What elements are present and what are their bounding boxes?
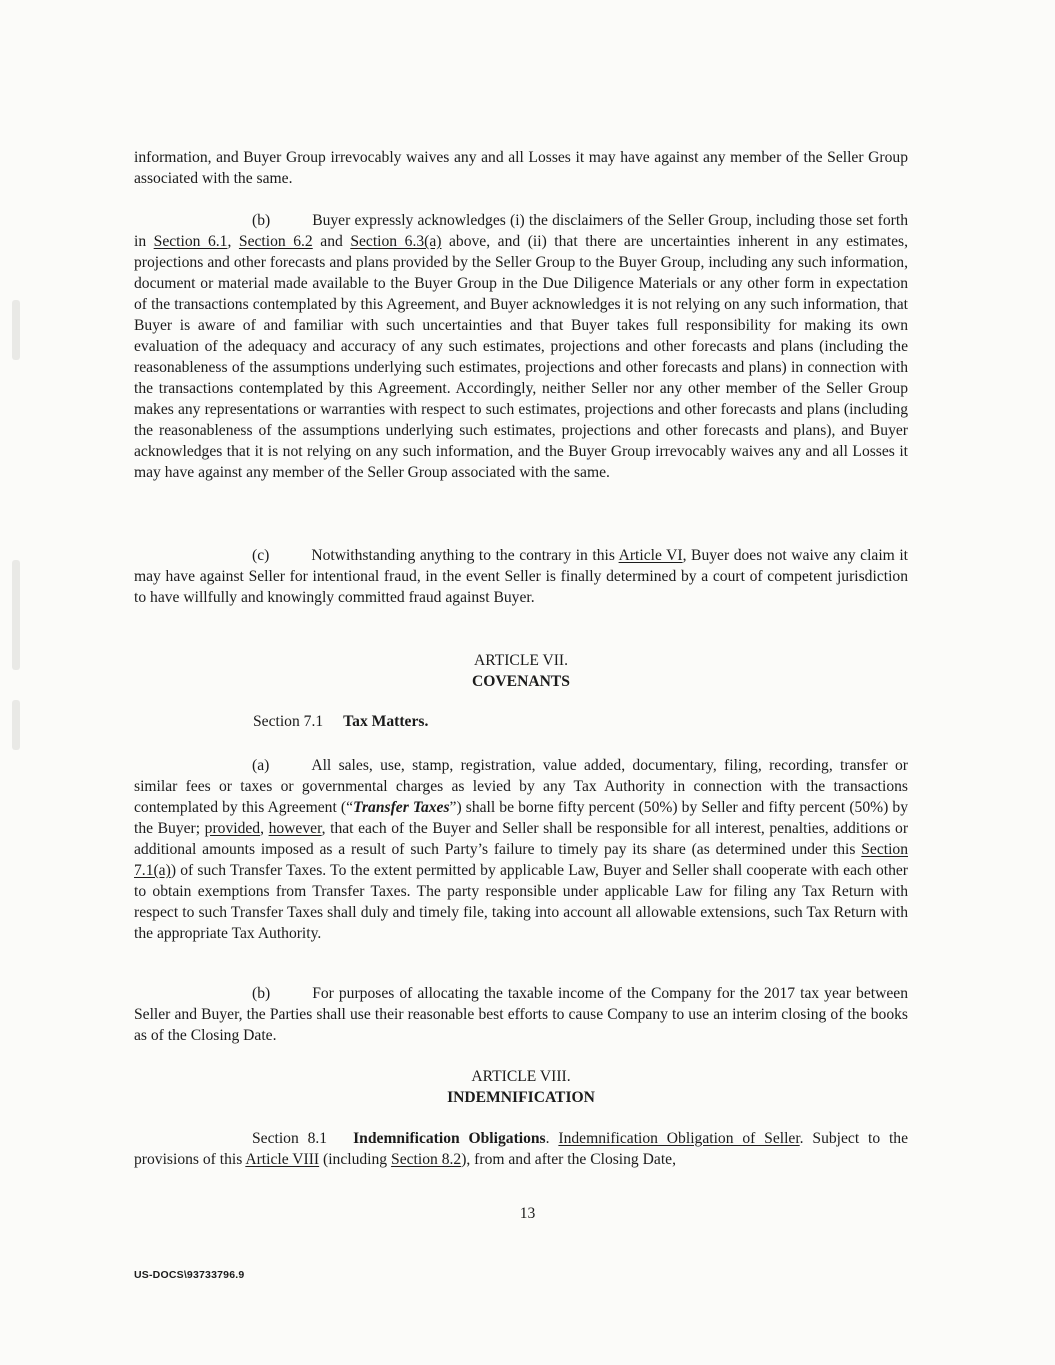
article-heading bbox=[134, 1066, 908, 1108]
scan-artifact bbox=[12, 560, 20, 670]
paragraph-c bbox=[134, 545, 908, 608]
paragraph-text: For purposes of allocating the taxable income of the Company for the 2017 tax year between Seller and Buyer, the Parties shall use their reasonable best efforts to cause Company to use an interim closing of the books as of the Closing Date. bbox=[134, 985, 908, 1044]
emphasis-term: however bbox=[268, 820, 322, 837]
paragraph-text: ) of such Transfer Taxes. To the extent permitted by applicable Law, Buyer and Seller shall cooperate with each other to obtain exemptions from Transfer Taxes. The party responsible under applicable Law for filing any Tax Return with respect to such Transfer Taxes shall duly and timely file, taking into account all allowable extensions, such Tax Return with the appropriate Tax Authority. bbox=[134, 862, 908, 942]
paragraph-8-1 bbox=[134, 1128, 908, 1170]
paragraph-text: , bbox=[227, 233, 239, 250]
cross-reference-link[interactable]: Section 7.1(a) bbox=[134, 841, 908, 879]
paragraph-text: . bbox=[545, 1130, 559, 1147]
cross-reference-link[interactable]: Section 6.3(a) bbox=[350, 233, 442, 250]
cross-reference-link[interactable]: Article VI bbox=[618, 547, 683, 564]
cross-reference-link[interactable]: Section 6.2 bbox=[238, 233, 313, 250]
section-number: Section 7.1 bbox=[253, 713, 324, 730]
paragraph-text: and bbox=[312, 233, 351, 250]
article-number: ARTICLE VIII. bbox=[471, 1068, 571, 1085]
paragraph-text: ”) shall be borne fifty percent (50%) by Seller and fifty percent (50%) by the Buyer; bbox=[134, 799, 909, 837]
paragraph-text: Buyer expressly acknowledges (i) the disclaimers of the Seller Group, including those set forth in bbox=[134, 212, 908, 250]
cross-reference-link[interactable]: Article VIII bbox=[245, 1151, 320, 1168]
paragraph-b bbox=[134, 210, 908, 483]
paragraph-intro bbox=[134, 147, 908, 189]
document-id: US-DOCS\93733796.9 bbox=[134, 1269, 245, 1281]
page-number: 13 bbox=[519, 1205, 536, 1222]
paragraph-text: (including bbox=[319, 1151, 392, 1168]
section-title: Indemnification Obligations bbox=[353, 1130, 546, 1147]
section-heading bbox=[253, 711, 428, 732]
article-title: COVENANTS bbox=[472, 673, 570, 690]
paragraph-text: Notwithstanding anything to the contrary in this bbox=[311, 547, 619, 564]
paragraph-text: , bbox=[260, 820, 269, 837]
article-title: INDEMNIFICATION bbox=[447, 1089, 595, 1106]
paragraph-text: information, and Buyer Group irrevocably waives any and all Losses it may have against any member of the Seller Group associated with the same. bbox=[134, 149, 908, 187]
paragraph-text: All sales, use, stamp, registration, value added, documentary, filing, recording, transfer or similar fees or taxes or governmental charges as levied by any Tax Authority in connection with the transactions contemplated by this Agreement (“ bbox=[134, 757, 908, 816]
paragraph-text: . Subject to the provisions of this bbox=[134, 1130, 909, 1168]
paragraph-text: , that each of the Buyer and Seller shall be responsible for all interest, penalties, additions or additional amounts imposed as a result of such Party’s failure to timely pay its share (as determined under this bbox=[134, 820, 909, 858]
scan-artifact bbox=[12, 700, 20, 750]
section-title: Tax Matters. bbox=[343, 713, 429, 730]
cross-reference-link[interactable]: Section 8.2 bbox=[391, 1151, 462, 1168]
scan-artifact bbox=[12, 300, 20, 360]
paragraph-label: (a) bbox=[252, 757, 270, 774]
subsection-title: Indemnification Obligation of Seller bbox=[558, 1130, 800, 1147]
paragraph-7-1-b bbox=[134, 983, 908, 1046]
section-number: Section 8.1 bbox=[252, 1130, 328, 1147]
emphasis-term: provided bbox=[204, 820, 261, 837]
paragraph-label: (c) bbox=[252, 547, 270, 564]
article-heading bbox=[134, 650, 908, 692]
paragraph-7-1-a bbox=[134, 755, 908, 944]
paragraph-text: , Buyer does not waive any claim it may have against Seller for intentional fraud, in the event Seller is finally determined by a court of competent jurisdiction to have willfully and knowingly committed fraud against Buyer. bbox=[134, 547, 908, 606]
paragraph-label: (b) bbox=[252, 212, 271, 229]
paragraph-text: above, and (ii) that there are uncertainties inherent in any estimates, projections and other forecasts and plans provided by the Seller Group to the Buyer Group, including any such information, document or material made available to the Buyer Group in the Due Diligence Materials or any other form in expectation of the transactions contemplated by this Agreement, and Buyer acknowledges it is not relying on any such information, that Buyer is aware of and familiar with such uncertainties and that Buyer takes full responsibility for making its own evaluation of the adequacy and accuracy of any such estimates, projections and other forecasts and plans (including the reasonableness of the assumptions underlying such estimates, projections and other forecasts and plans) in connection with the transactions contemplated by this Agreement. Accordingly, neither Seller nor any other member of the Seller Group makes any representations or warranties with respect to such estimates, projections and other forecasts and plans (including the reasonableness of the assumptions underlying such estimates, projections and other forecasts and plans), and Buyer acknowledges that it is not relying on any such information, and the Buyer Group irrevocably waives any and all Losses it may have against any member of the Seller Group associated with the same. bbox=[134, 233, 908, 481]
paragraph-label: (b) bbox=[252, 985, 271, 1002]
paragraph-text: ), from and after the Closing Date, bbox=[461, 1151, 676, 1168]
cross-reference-link[interactable]: Section 6.1 bbox=[153, 233, 228, 250]
defined-term: Transfer Taxes bbox=[353, 799, 450, 816]
article-number: ARTICLE VII. bbox=[473, 652, 569, 669]
